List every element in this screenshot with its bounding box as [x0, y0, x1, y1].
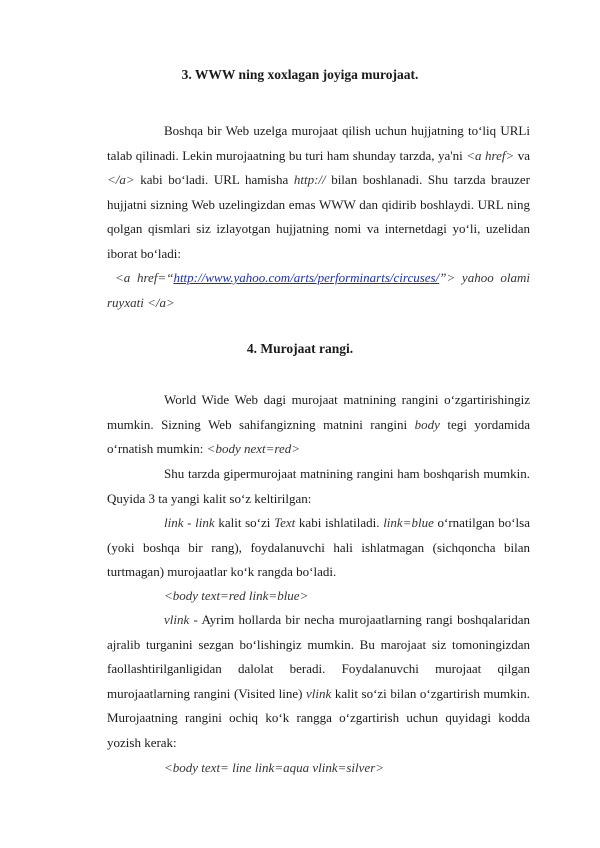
text-run: kalit so‘zi bilan o‘zgartirish mumkin. Murojaatning rangini ochiq ko‘k rangga o‘zgartirish uchun quyidagi kodda yozish kerak:	[107, 685, 530, 750]
code-fragment: <a href=“	[115, 270, 174, 285]
code-line-1: <body text=red link=blue>	[164, 588, 309, 603]
code-fragment: http://	[293, 172, 326, 187]
text-run: kalit so‘zi	[214, 515, 275, 530]
code-fragment: Text	[274, 515, 296, 530]
text-run: - Ayrim hollarda bir necha murojaatlarning rangi boshqalaridan ajralib turganini sezgan bo‘lishingiz mumkin. Bu marojaat siz tomoningizdan faollashtirilganligidan dalolat beradi. Foydalanuvchi murojaat qilgan murojaatlarning rangini (Visited line)	[107, 612, 530, 701]
text-run: bilan boshlanadi. Shu tarzda brauzer hujjatni sizning Web uzelingizdan emas WWW dan qidirib boshlaydi. URL ning qolgan qismlari siz izlayotgan hujjatning nomi va internetdagi yo‘li, uzelidan iborat bo‘ladi:	[107, 172, 531, 261]
section-3-paragraph	[107, 119, 530, 266]
section-3-heading: 3. WWW ning xoxlagan joyiga murojaat.	[181, 67, 419, 82]
code-fragment: <a href>	[466, 147, 515, 163]
code-fragment: link=blue	[383, 515, 434, 530]
example-code	[107, 266, 530, 315]
example-url-link[interactable]: http://www.yahoo.com/arts/performinarts/circuses/	[173, 270, 440, 285]
code-fragment: vlink	[306, 685, 332, 701]
code-fragment: vlink	[164, 612, 190, 627]
code-fragment: body	[414, 416, 440, 432]
text-run: World Wide Web dagi murojaat matnining rangini o‘zgartirishingiz mumkin. Sizning Web sahifangizning matnini rangini	[107, 392, 530, 432]
code-fragment: <body next=red>	[206, 441, 301, 456]
section-4-paragraph-3	[107, 511, 530, 585]
text-run: Boshqa bir Web uzelga murojaat qilish uchun hujjatning to‘liq URLi talab qilinadi. Lekin murojaatning bu turi ham shunday tarzda, ya'ni	[107, 123, 530, 163]
section-4-paragraph-2: Shu tarzda gipermurojaat matnining rangini ham boshqarish mumkin. Quyida 3 ta yangi kalit so‘z keltirilgan:	[107, 466, 530, 506]
code-fragment: </a>	[107, 172, 135, 187]
text-run: tegi yordamida o‘rnatish mumkin:	[107, 416, 530, 456]
section-4-paragraph-1	[107, 388, 530, 462]
section-4-paragraph-4	[107, 608, 530, 755]
code-line-2: <body text= line link=aqua vlink=silver>	[164, 760, 385, 775]
text-run: va	[514, 147, 530, 163]
text-run: kabi bo‘ladi. URL hamisha	[134, 172, 294, 187]
text-run: o‘rnatilgan bo‘lsa (yoki boshqa bir rang), foydalanuvchi hali ishlatmagan (sichqoncha bilan turtmagan) murojaatlar ko‘k rangda bo‘ladi.	[107, 515, 530, 579]
section-4-heading: 4. Murojaat rangi.	[246, 341, 354, 356]
code-fragment: link - link	[164, 515, 215, 530]
code-fragment: ”> yahoo olami ruyxati </a>	[107, 270, 530, 310]
text-run: kabi ishlatiladi.	[295, 515, 384, 530]
